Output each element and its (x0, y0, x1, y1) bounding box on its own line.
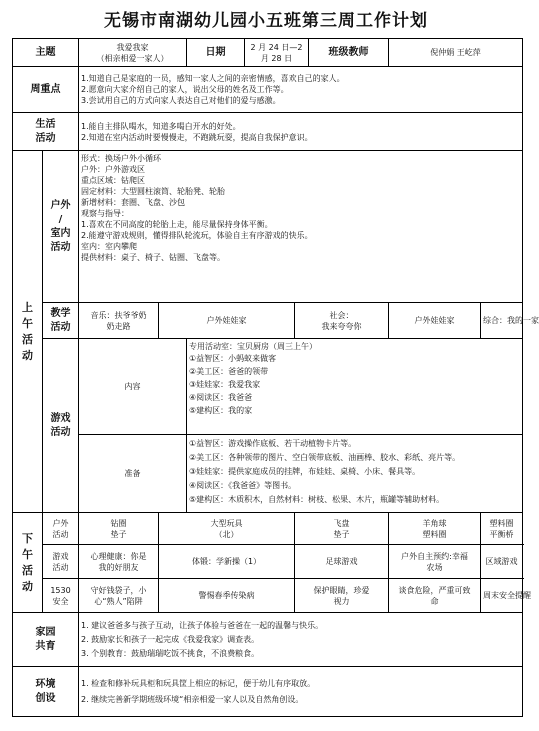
afternoon-cell (295, 579, 389, 613)
outdoor-line: 重点区域：钻爬区 (81, 176, 145, 185)
home-label-line: 共育 (35, 640, 56, 652)
env-content (79, 667, 523, 717)
games-content (187, 339, 523, 435)
afternoon-outdoor-row (13, 513, 523, 545)
theme-label: 主题 (13, 39, 79, 67)
games-prep-row (13, 435, 523, 513)
teaching-cell-line: 我来夸夸你 (321, 321, 362, 331)
life-line: 2.知道在室内活动时要慢慢走，不跑跳玩耍，提高自我保护意识。 (81, 132, 313, 142)
games-label-line: 活动 (50, 426, 71, 438)
games-content-line: ⑤建构区：我的家 (189, 406, 253, 415)
focus-line: 2.愿意向大家介绍自己的家人，说出父母的姓名及工作等。 (81, 85, 289, 94)
life-label (13, 113, 79, 151)
home-line: 2. 鼓励家长和孩子一起完成《我爱我家》调查表。 (81, 634, 260, 644)
afternoon-row-label-line: 游戏 (52, 551, 69, 561)
games-prep (187, 435, 523, 513)
afternoon-cell-line: 大型玩具 (210, 518, 243, 528)
afternoon-cell (79, 513, 159, 545)
afternoon-games-row (13, 545, 523, 579)
outdoor-line: 户外：户外游戏区 (81, 165, 145, 174)
afternoon-cell-line: 塑料圈 (422, 529, 447, 539)
outdoor-line: 观察与指导： (81, 209, 129, 218)
outdoor-line: 2.能遵守游戏规则，懂得排队轮流玩，体验自主有序游戏的快乐。 (81, 231, 313, 240)
outdoor-line: 固定材料：大型圆柱滚筒、轮胎凳、轮胎 (81, 187, 225, 196)
teacher-label: 班级教师 (309, 39, 389, 67)
env-line: 1. 检查和修补玩具柜和玩具筐上相应的标记，便于幼儿有序取放。 (81, 678, 316, 688)
afternoon-cell (295, 513, 389, 545)
afternoon-cell-line: （北） (214, 529, 239, 539)
teaching-cell-line: 户外娃娃家 (414, 316, 455, 325)
afternoon-cell-line: 塑料圈 (489, 518, 514, 528)
afternoon-cell-line: 羊角球 (422, 518, 447, 528)
afternoon-row-label-line: 活动 (52, 562, 69, 572)
games-prep-line: ②美工区：各种领带的图片、空白领带底板、油画棒、胶水、彩纸、亮片等。 (189, 453, 461, 462)
life-label-line: 生活 (35, 118, 56, 130)
life-row (13, 113, 523, 151)
games-content-line: ②美工区：爸爸的领带 (189, 367, 269, 376)
games-prep-line: ①益智区：游戏操作底板、若干动植物卡片等。 (189, 439, 357, 448)
home-content (79, 613, 523, 667)
home-row (13, 613, 523, 667)
teaching-cell-line: 音乐：扶爷爷奶 (90, 310, 147, 320)
afternoon-cell-line: 视力 (333, 596, 350, 606)
afternoon-label-char: 动 (22, 579, 33, 593)
afternoon-row-label-line: 1530 (50, 585, 71, 595)
afternoon-cell-line: 谈食危险，严重可致 (398, 585, 471, 595)
outdoor-label-line: 室内 (50, 227, 71, 239)
focus-line: 3.尝试用自己的方式向家人表达自己对他们的爱与感激。 (81, 96, 281, 105)
afternoon-cell (159, 513, 295, 545)
focus-label: 周重点 (13, 67, 79, 113)
teaching-label-line: 活动 (50, 321, 71, 333)
afternoon-cell-line: 警惕春季传染病 (198, 591, 255, 600)
afternoon-cell-line: 我的好朋友 (98, 562, 139, 572)
home-line: 3. 个别教育：鼓励瑞瑞吃饭不挑食，不浪费粮食。 (81, 648, 260, 658)
afternoon-row-label (43, 545, 79, 579)
teacher-value: 倪仲娟 王屹萍 (389, 39, 523, 67)
focus-row (13, 67, 523, 113)
afternoon-label-char: 午 (22, 547, 33, 561)
afternoon-row-label-line: 安全 (52, 596, 69, 606)
morning-label-char: 午 (22, 316, 33, 330)
life-line: 1.能自主排队喝水，知道多喝白开水的好处。 (81, 121, 241, 131)
afternoon-safety-row (13, 579, 523, 613)
games-prep-label: 准备 (79, 435, 187, 513)
afternoon-row-label (43, 513, 79, 545)
afternoon-cell-line: 保护眼睛，珍爱 (313, 585, 370, 595)
outdoor-label-line: 活动 (50, 241, 71, 253)
afternoon-cell-line: 周末安全提醒 (483, 591, 532, 600)
outdoor-line: 新增材料：套圈、飞盘、沙包 (81, 198, 185, 207)
focus-content (79, 67, 523, 113)
outdoor-line: 室内：室内攀爬 (81, 242, 137, 251)
games-prep-line: ③娃娃家：提供家庭成员的挂牌，布娃娃、桌椅、小床、餐具等。 (189, 467, 421, 476)
afternoon-cell (295, 545, 389, 579)
afternoon-cell-line: 命 (430, 596, 439, 606)
afternoon-cell (389, 513, 481, 545)
theme-value-line: 我爱我家 (116, 42, 149, 52)
home-line: 1. 建议爸爸多与孩子互动，让孩子体验与爸爸在一起的温馨与快乐。 (81, 620, 324, 630)
morning-label (13, 151, 43, 513)
afternoon-cell (389, 579, 481, 613)
afternoon-row-label-line: 户外 (52, 518, 69, 528)
teaching-row (13, 303, 523, 339)
teaching-cell-line: 社会： (329, 310, 354, 320)
games-content-line: ④阅读区：我爸爸 (189, 393, 253, 402)
morning-label-char: 动 (22, 348, 33, 362)
afternoon-cell-line: 农场 (426, 562, 443, 572)
afternoon-cell-line: 心“熟人”陷阱 (94, 596, 143, 606)
afternoon-cell (481, 579, 532, 613)
teaching-label-line: 教学 (50, 307, 71, 319)
teaching-label (43, 303, 79, 339)
afternoon-cell-line: 平衡桥 (489, 529, 514, 539)
env-line: 2. 继续完善新学期班级环境“相亲相爱一家人以及自然角创设。 (81, 694, 304, 704)
life-label-line: 活动 (35, 132, 56, 144)
afternoon-cell-line: 体锻：学新操（1） (191, 557, 262, 566)
theme-value-line: （相亲相爱一家人） (96, 53, 169, 63)
teaching-cell (481, 303, 539, 339)
home-label (13, 613, 79, 667)
games-label-line: 游戏 (50, 412, 71, 424)
date-value: 2 月 24 日—2 月 28 日 (245, 39, 309, 67)
afternoon-cell (79, 545, 159, 579)
outdoor-line: 1.喜欢在不同高度的轮胎上走，能尽量保持身体平衡。 (81, 220, 273, 229)
afternoon-cell (159, 579, 295, 613)
afternoon-cell-line: 飞盘 (333, 518, 350, 528)
afternoon-cell-line: 足球游戏 (325, 557, 358, 566)
afternoon-cell (481, 545, 523, 579)
afternoon-cell-line: 垫子 (333, 529, 350, 539)
teaching-cell (79, 303, 159, 339)
env-label-line: 创设 (35, 692, 56, 704)
afternoon-cell-line: 垫子 (110, 529, 127, 539)
afternoon-cell-line: 区域游戏 (485, 557, 518, 566)
plan-table (12, 38, 539, 717)
theme-value (79, 39, 187, 67)
outdoor-line: 提供材料：桌子、椅子、钻圈、飞盘等。 (81, 253, 225, 262)
outdoor-line: 形式：换场户外小循环 (81, 154, 161, 163)
outdoor-label (43, 151, 79, 303)
afternoon-cell-line: 守好钱袋子，小 (90, 585, 147, 595)
focus-line: 1.知道自己是家庭的一员，感知一家人之间的亲密情感，喜欢自己的家人。 (81, 74, 345, 83)
teaching-cell (295, 303, 389, 339)
teaching-cell-line: 户外娃娃家 (206, 316, 247, 325)
outdoor-label-line: / (58, 213, 63, 225)
afternoon-cell-line: 心理健康：你是 (90, 551, 147, 561)
outdoor-content (79, 151, 523, 303)
afternoon-label-char: 活 (22, 563, 33, 577)
games-label (43, 339, 79, 513)
teaching-cell (389, 303, 481, 339)
afternoon-cell (79, 579, 159, 613)
afternoon-cell (389, 545, 481, 579)
morning-label-char: 活 (22, 332, 33, 346)
afternoon-label-char: 下 (22, 531, 33, 545)
games-content-row (13, 339, 523, 435)
life-content (79, 113, 523, 151)
header-row (13, 39, 523, 67)
afternoon-label (13, 513, 43, 613)
afternoon-row-label-line: 活动 (52, 529, 69, 539)
teaching-cell-line: 综合：我的一家 (483, 316, 539, 325)
outdoor-label-line: 户外 (50, 199, 71, 211)
outdoor-row (13, 151, 523, 303)
date-label: 日期 (187, 39, 245, 67)
env-label-line: 环境 (35, 678, 56, 690)
morning-label-char: 上 (22, 300, 33, 314)
page-title: 无锡市南湖幼儿园小五班第三周工作计划 (104, 11, 428, 31)
games-content-label: 内容 (79, 339, 187, 435)
games-content-line: ③娃娃家：我爱我家 (189, 380, 261, 389)
games-content-line: ①益智区：小蚂蚁来做客 (189, 354, 277, 363)
afternoon-cell (481, 513, 523, 545)
afternoon-row-label (43, 579, 79, 613)
env-row (13, 667, 523, 717)
afternoon-cell (159, 545, 295, 579)
games-prep-line: ⑤建构区：木质积木，自然材料：树枝、松果、木片，瓶罐等辅助材料。 (189, 495, 445, 504)
games-content-line: 专用活动室：宝贝厨房（周三上午） (189, 342, 317, 351)
afternoon-cell-line: 户外自主预约:幸福 (401, 551, 468, 561)
teaching-cell-line: 奶走路 (106, 321, 131, 331)
env-label (13, 667, 79, 717)
teaching-cell (159, 303, 295, 339)
afternoon-cell-line: 钻圈 (110, 518, 127, 528)
games-prep-line: ④阅读区：《我爸爸》等图书。 (189, 481, 297, 490)
home-label-line: 家园 (35, 626, 56, 638)
